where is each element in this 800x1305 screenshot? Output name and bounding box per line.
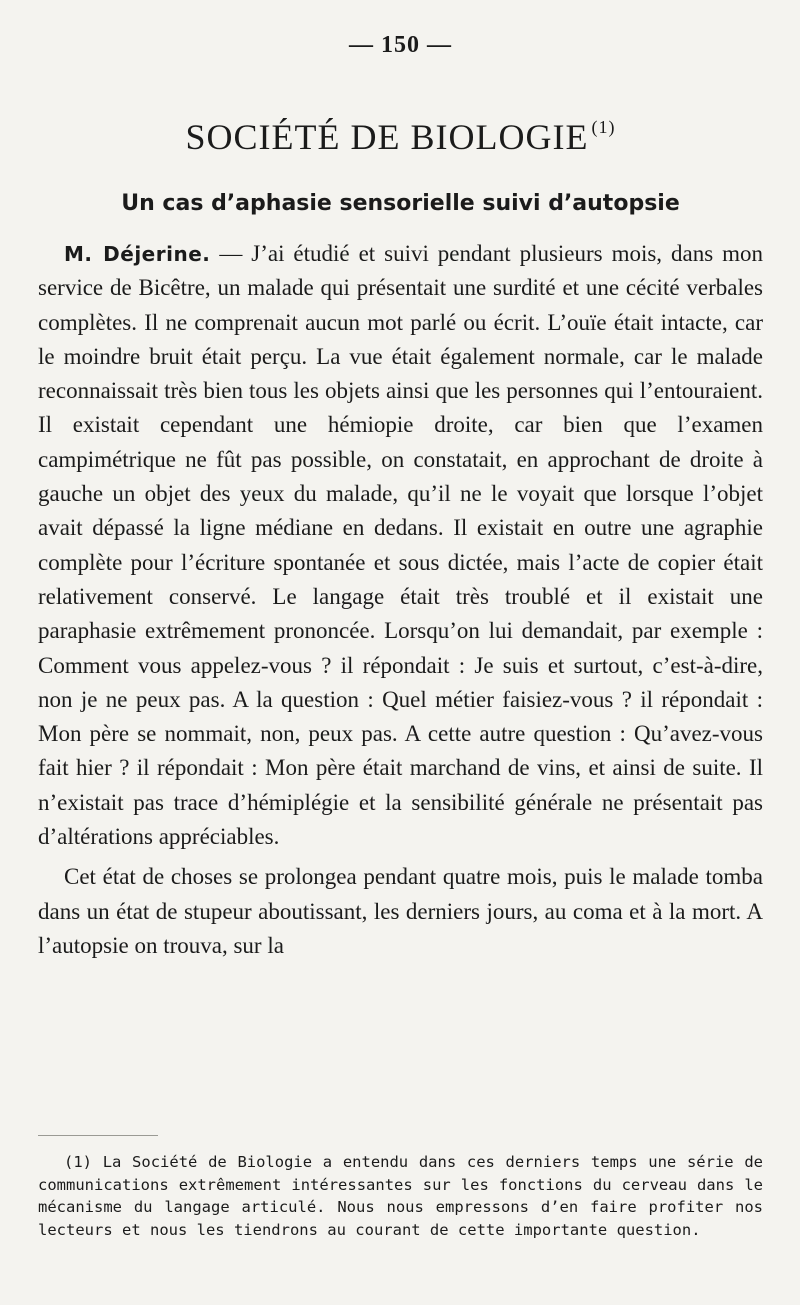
article-body [38, 237, 763, 963]
footnote [38, 1151, 763, 1241]
section-title [38, 116, 763, 158]
society-title-text: SOCIÉTÉ DE BIOLOGIE [185, 117, 589, 157]
document-page [38, 0, 763, 1305]
article-title: Un cas d’aphasie sensorielle suivi d’autopsie [121, 191, 680, 216]
paragraph-2: Cet état de choses se prolongea pendant quatre mois, puis le malade tomba dans un état de stupeur aboutissant, les derniers jours, au coma et à la mort. A l’autopsie on trouva, sur la [38, 864, 763, 958]
footnote-marker: (1) [591, 117, 616, 137]
author-name: M. Déjerine. [64, 242, 211, 266]
paragraph-1-text: — J’ai étudié et suivi pendant plusieurs mois, dans mon service de Bicêtre, un malade qui présentait une surdité et une cécité verbales complètes. Il ne comprenait aucun mot parlé ou écrit. L’ouïe était intacte, car le moindre bruit était perçu. La vue était également normale, car le malade reconnaissait très bien tous les objets ainsi que les personnes qui l’entouraient. Il existait cependant une hémiopie droite, car bien que l’examen campimétrique ne fût pas possible, on constatait, en approchant de droite à gauche un objet des yeux du malade, qu’il ne le voyait que lorsque l’objet avait dépassé la ligne médiane en dedans. Il existait en outre une agraphie complète pour l’écriture spontanée et sous dictée, mais l’acte de copier était relativement conservé. Le langage était très troublé et il existait une paraphasie extrêmement prononcée. Lorsqu’on lui demandait, par exemple : Comment vous appelez-vous ? il répondait : Je suis et surtout, c’est-à-dire, non je ne peux pas. A la question : Quel métier faisiez-vous ? il répondait : Mon père se nommait, non, peux pas. A cette autre question : Qu’avez-vous fait hier ? il répondait : Mon père était marchand de vins, et ainsi de suite. Il n’existait pas trace d’hémiplégie et la sensibilité générale ne présentait pas d’altérations appréciables. [38, 241, 763, 850]
paragraph-1 [38, 237, 763, 854]
footnote-divider [38, 1135, 158, 1136]
page-number: — 150 — [349, 32, 452, 58]
footnote-text: (1) La Société de Biologie a entendu dans ces derniers temps une série de communications extrêmement intéressantes sur les fonctions du cerveau dans le mécanisme du langage articulé. Nous nous empressons d’en faire profiter nos lecteurs et nous les tiendrons au courant de cette importante question. [38, 1153, 763, 1239]
